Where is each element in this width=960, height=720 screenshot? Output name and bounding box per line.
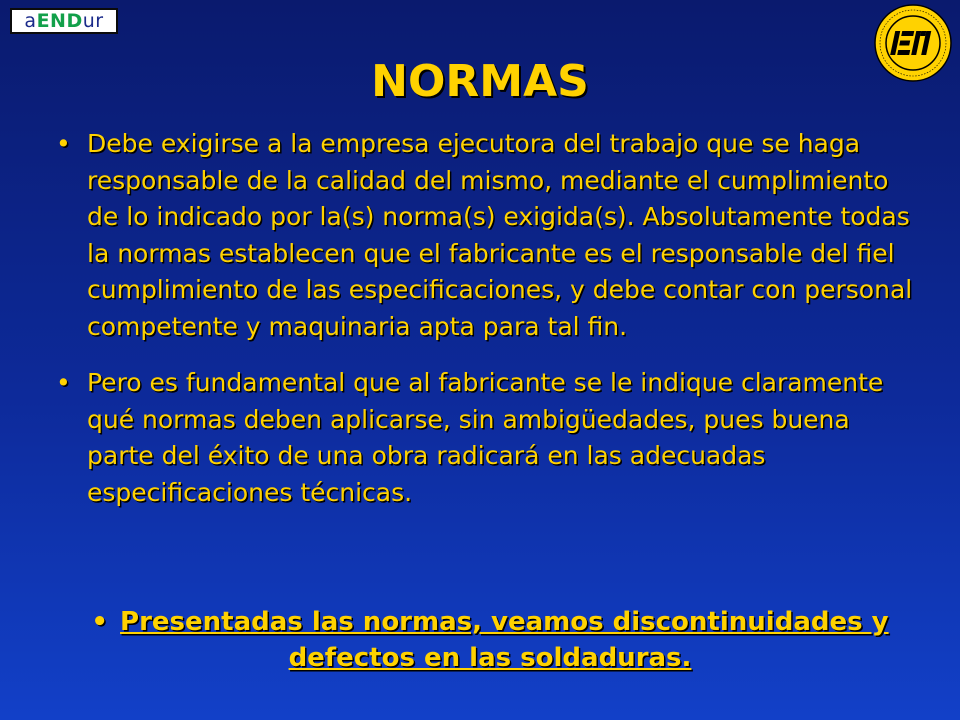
slide-title: NORMAS xyxy=(371,56,589,107)
bullet-list xyxy=(54,126,924,511)
bullet-marker: • xyxy=(91,607,109,637)
bullet-item xyxy=(54,126,924,345)
logo-part-end: END xyxy=(36,10,83,32)
aendur-logo xyxy=(10,8,118,34)
closing-bullet xyxy=(60,604,920,676)
bullet-item xyxy=(54,365,924,511)
bullet-text: Debe exigirse a la empresa ejecutora del trabajo que se haga responsable de la calidad del mismo, mediante el cumplimiento de lo indicado por la(s) norma(s) exigida(s). Absolutamente todas la normas establecen que el fabricante es el responsable del fiel cumplimiento de las especificaciones, y debe contar con personal competente y maquinaria apta para tal fin. xyxy=(87,129,913,341)
closing-bullet-text: Presentadas las normas, veamos discontinuidades y defectos en las soldaduras. xyxy=(120,607,889,673)
bullet-marker: • xyxy=(56,368,71,397)
logo-part-ur: ur xyxy=(82,10,104,32)
bullet-marker: • xyxy=(56,129,71,158)
bullet-text: Pero es fundamental que al fabricante se le indique claramente qué normas deben aplicarse, sin ambigüedades, pues buena parte del éxito de una obra radicará en las adecuadas especificaciones técnicas. xyxy=(87,368,884,507)
logo-part-a: a xyxy=(24,10,37,32)
